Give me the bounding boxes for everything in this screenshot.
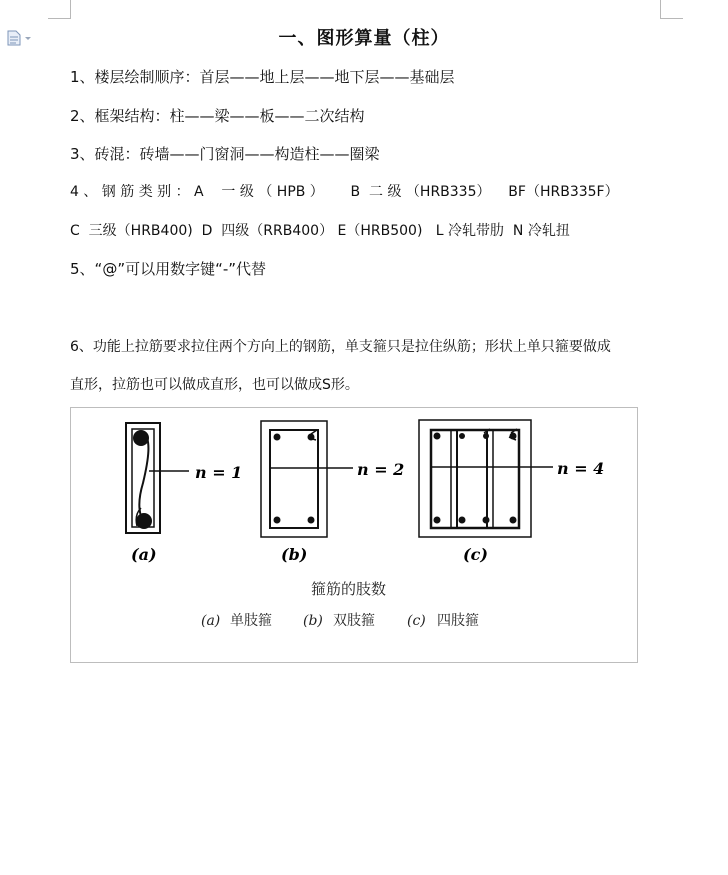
legend-c-mark: (c): [407, 613, 426, 629]
label-n1: n = 1: [195, 463, 243, 482]
text-line-1: 1、楼层绘制顺序：首层——地上层——地下层——基础层: [70, 68, 455, 86]
label-a: (a): [131, 545, 157, 564]
legend-a-mark: (a): [201, 613, 221, 629]
text-line-5: C 三级（HRB400) D 四级（RRB400） E（HRB500) L 冷轧带肋 N 冷轧扭: [70, 223, 570, 239]
label-c: (c): [463, 545, 488, 564]
column-section-b: [261, 421, 404, 564]
text-line-7: 6、功能上拉筋要求拉住两个方向上的钢筋，单支箍只是拉住纵筋；形状上单只箍要做成: [70, 339, 611, 355]
legend-a-text: 单肢箍: [230, 613, 272, 629]
text-line-2: 2、框架结构：柱——梁——板——二次结构: [70, 107, 365, 125]
column-section-a: [126, 423, 242, 564]
figure-caption: 箍筋的肢数: [311, 580, 387, 598]
column-section-c: [419, 420, 604, 564]
legend-b-text: 双肢箍: [333, 613, 375, 629]
legend-c-text: 四肢箍: [437, 613, 479, 629]
label-n2: n = 2: [357, 460, 405, 479]
label-b: (b): [281, 545, 308, 564]
text-line-8: 直形，拉筋也可以做成直形，也可以做成S形。: [70, 377, 359, 393]
page-title: 一、图形算量（柱）: [278, 28, 450, 49]
crop-mark-top-left: [48, 0, 71, 19]
crop-mark-top-right: [660, 0, 683, 19]
stirrup-figure: [70, 407, 638, 663]
label-n4: n = 4: [557, 459, 605, 478]
legend-b-mark: (b): [303, 613, 323, 629]
text-line-3: 3、砖混：砖墙——门窗洞——构造柱——圈梁: [70, 145, 380, 163]
text-line-6: 5、“@”可以用数字键“-”代替: [70, 260, 267, 278]
stirrup-diagram: [71, 408, 639, 664]
text-line-4: 4 、 钢 筋 类 别 ： A 一 级 （ HPB ） B 二 级 （HRB335） BF（HRB335F）: [70, 184, 619, 200]
